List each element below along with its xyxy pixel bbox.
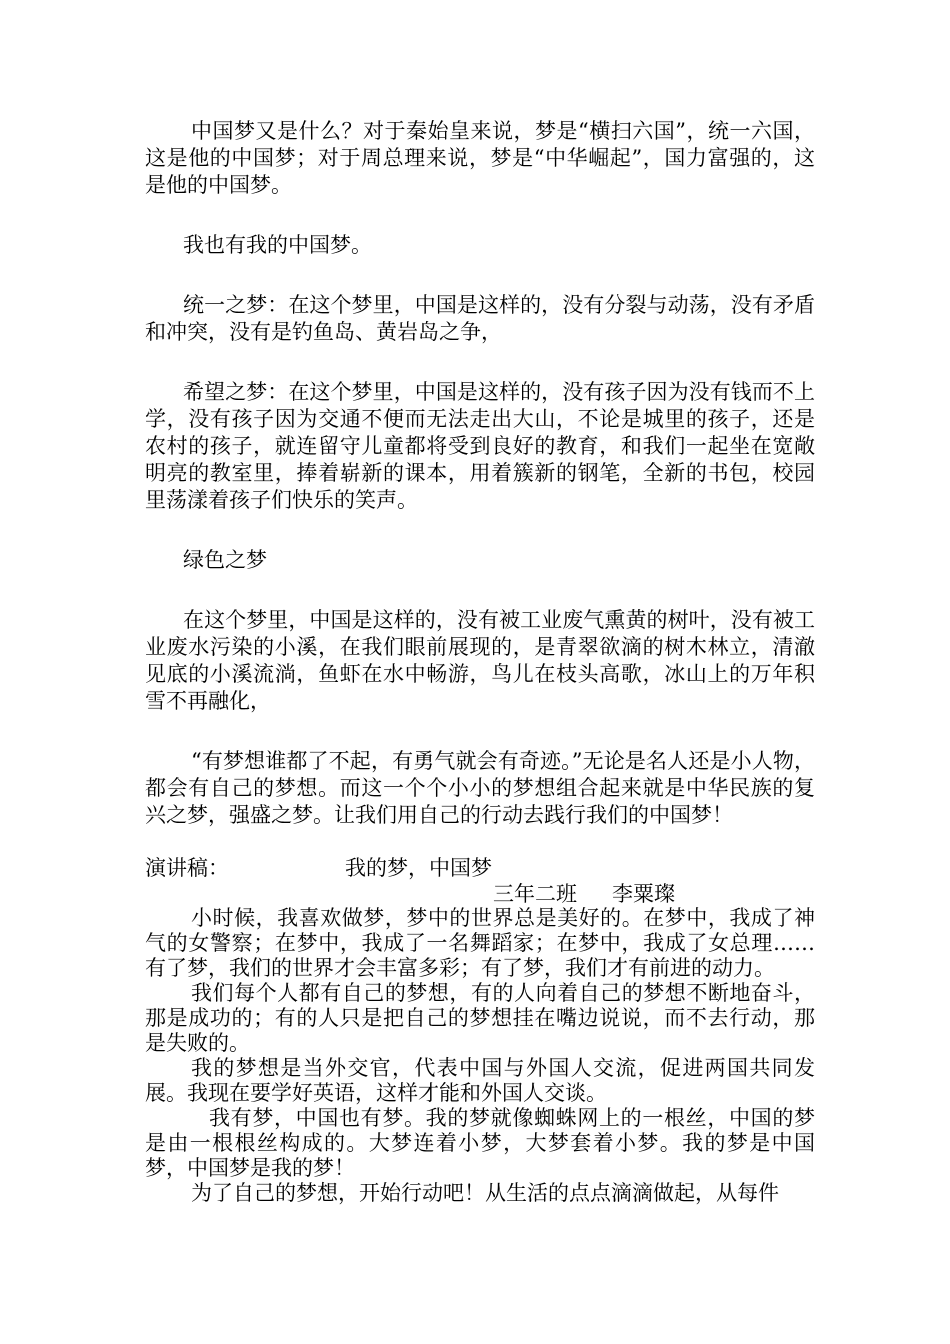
essay-paragraph-hope-dream: 希望之梦：在这个梦里，中国是这样的，没有孩子因为没有钱而不上学，没有孩子因为交通不便而无法走出大山，不论是城里的孩子，还是农村的孩子，就连留守儿童都将受到良好的教育，和我们一起坐在宽敞明亮的教室里，捧着崭新的课本，用着簇新的钢笔，全新的书包，校园里荡漾着孩子们快乐的笑声。: [145, 380, 815, 512]
essay-paragraph-unity-dream: 统一之梦：在这个梦里，中国是这样的，没有分裂与动荡，没有矛盾和冲突，没有是钓鱼岛、黄岩岛之争，: [145, 293, 815, 344]
speech-author: 李粟璨: [612, 882, 675, 906]
speech-label: 演讲稿：: [145, 856, 229, 880]
essay-paragraph-2: 我也有我的中国梦。: [183, 233, 372, 257]
essay-paragraph-green-dream: 在这个梦里，中国是这样的，没有被工业废气熏黄的树叶，没有被工业废水污染的小溪，在我们眼前展现的，是青翠欲滴的树木林立，清澈见底的小溪流淌，鱼虾在水中畅游，鸟儿在枝头高歌，冰山上的万年积雪不再融化，: [145, 608, 815, 713]
speech-body: [145, 906, 815, 1206]
speech-title: 我的梦，中国梦: [345, 856, 492, 880]
speech-header: [145, 855, 815, 882]
speech-class: 三年二班: [493, 882, 577, 906]
speech-paragraph-5: 为了自己的梦想，开始行动吧！从生活的点点滴滴做起，从每件: [191, 1181, 779, 1205]
page-content: [145, 118, 815, 1206]
speech-paragraph-4: 我有梦，中国也有梦。我的梦就像蜘蛛网上的一根丝，中国的梦是由一根根丝构成的。大梦连着小梦，大梦套着小梦。我的梦是中国梦，中国梦是我的梦！: [145, 1106, 815, 1180]
speech-paragraph-3: 我的梦想是当外交官，代表中国与外国人交流，促进两国共同发展。我现在要学好英语，这样才能和外国人交谈。: [145, 1056, 815, 1105]
essay-paragraph-1: 中国梦又是什么？对于秦始皇来说，梦是“横扫六国”，统一六国，这是他的中国梦；对于周总理来说，梦是“中华崛起”，国力富强的，这是他的中国梦。: [145, 119, 815, 197]
essay-heading-green-dream: 绿色之梦: [183, 548, 267, 572]
speech-paragraph-2: 我们每个人都有自己的梦想，有的人向着自己的梦想不断地奋斗，那是成功的；有的人只是把自己的梦想挂在嘴边说说，而不去行动，那是失败的。: [145, 981, 815, 1055]
speech-byline: [145, 882, 815, 906]
speech-paragraph-1: 小时候，我喜欢做梦，梦中的世界总是美好的。在梦中，我成了神气的女警察；在梦中，我成了一名舞蹈家；在梦中，我成了女总理……有了梦，我们的世界才会丰富多彩；有了梦，我们才有前进的动力。: [145, 906, 815, 980]
essay-paragraph-conclusion: “有梦想谁都了不起，有勇气就会有奇迹。”无论是名人还是小人物，都会有自己的梦想。而这一个个小小的梦想组合起来就是中华民族的复兴之梦，强盛之梦。让我们用自己的行动去践行我们的中国梦！: [145, 749, 815, 827]
